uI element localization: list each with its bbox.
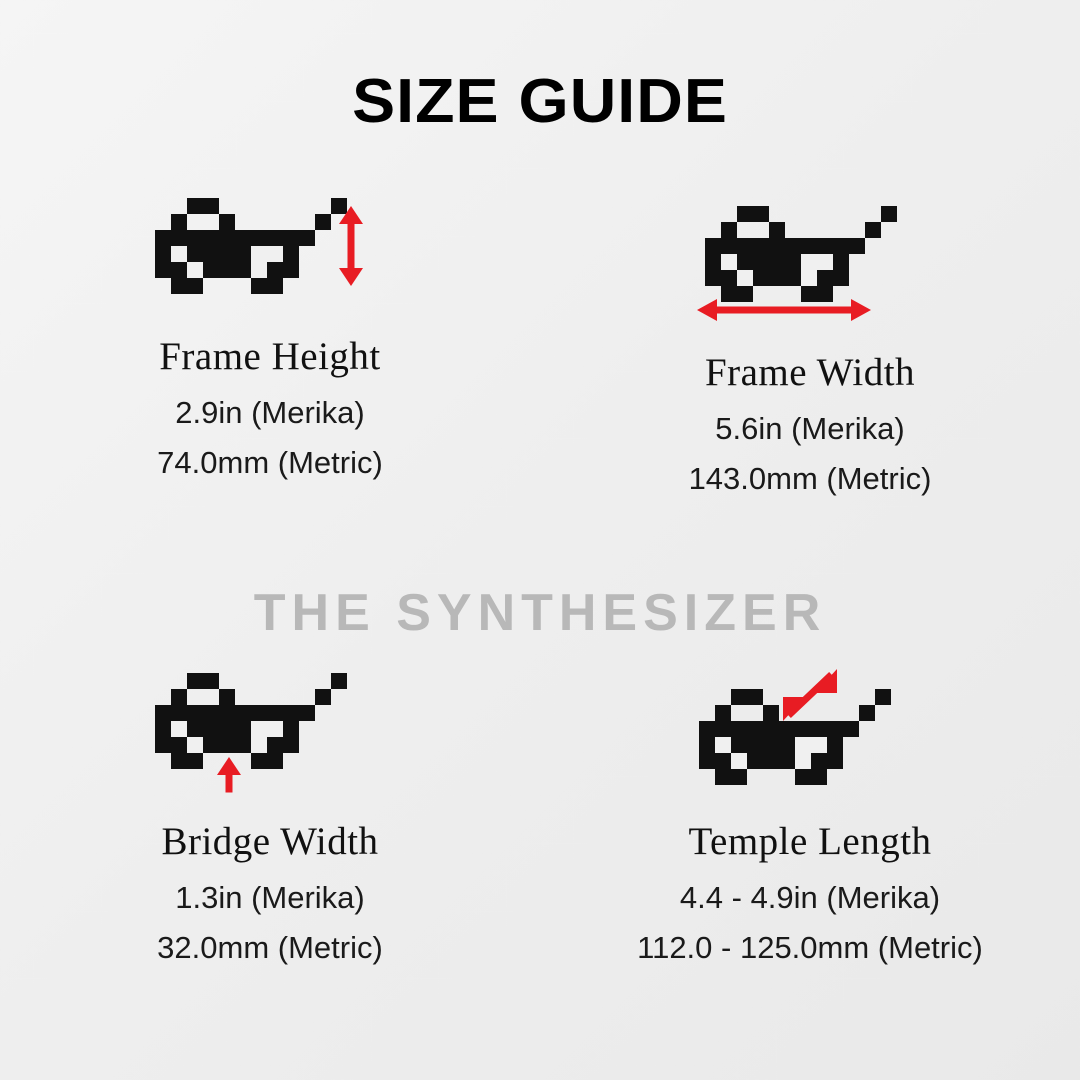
- size-guide-cell-temple-length: [540, 655, 1080, 966]
- size-guide-metric: 112.0 - 125.0mm (Metric): [637, 930, 983, 965]
- size-guide-imperial: 2.9in (Merika): [175, 395, 365, 430]
- page-title: SIZE GUIDE: [352, 67, 728, 136]
- size-guide-cell-bridge-width: [0, 655, 540, 966]
- size-guide-metric: 74.0mm (Metric): [157, 445, 383, 480]
- brand-watermark: THE SYNTHESIZER: [253, 584, 827, 642]
- size-guide-label: Frame Height: [159, 335, 381, 378]
- size-guide-metric: 143.0mm (Metric): [688, 461, 932, 496]
- size-guide-imperial: 4.4 - 4.9in (Merika): [679, 880, 941, 915]
- size-guide-cell-frame-width: [540, 186, 1080, 497]
- sunglasses-bridge-width-icon: [0, 655, 540, 805]
- size-guide-metric: 32.0mm (Metric): [157, 930, 383, 965]
- sunglasses-frame-width-icon: [540, 186, 1080, 336]
- size-guide-imperial: 5.6in (Merika): [715, 411, 905, 446]
- sunglasses-frame-height-icon: [0, 170, 540, 320]
- size-guide-cell-frame-height: [0, 170, 540, 481]
- size-guide-label: Bridge Width: [161, 820, 379, 863]
- size-guide-label: Frame Width: [704, 351, 916, 394]
- size-guide-label: Temple Length: [688, 820, 932, 863]
- size-guide-grid: [0, 170, 1080, 1080]
- sunglasses-temple-length-icon: [540, 655, 1080, 805]
- size-guide-imperial: 1.3in (Merika): [175, 880, 365, 915]
